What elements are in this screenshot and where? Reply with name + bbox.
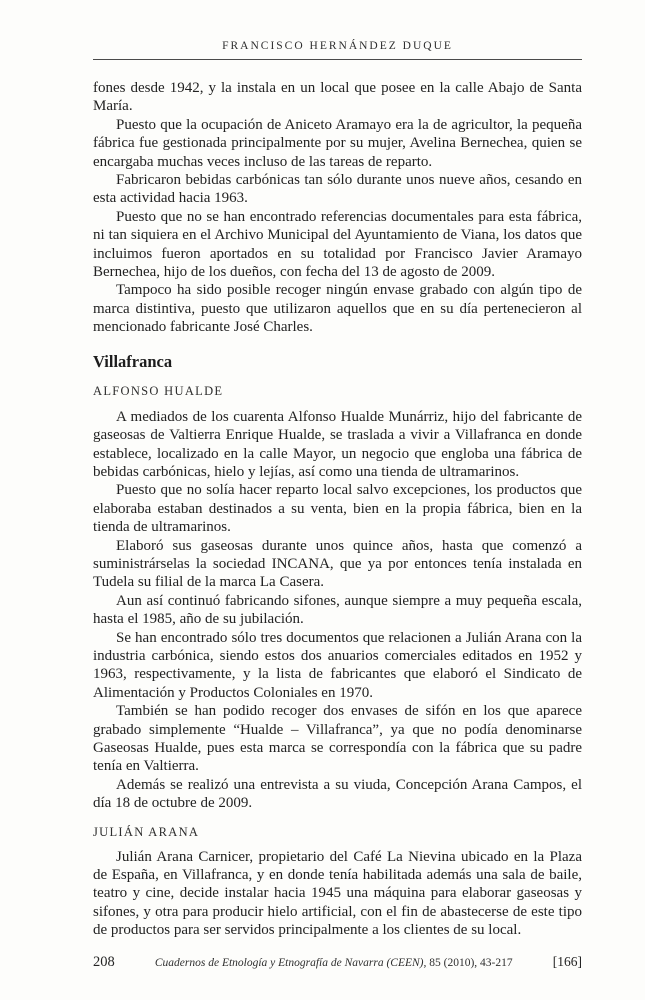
paragraph: Aun así continuó fabricando sifones, aunque siempre a muy pequeña escala, hasta el 1985, año de su jubilación.: [93, 592, 582, 628]
page-number: 208: [93, 954, 115, 970]
julian-arana-paragraph-group: [93, 848, 582, 940]
alfonso-hualde-paragraph-group: [93, 408, 582, 813]
subsection-heading-alfonso-hualde: ALFONSO HUALDE: [93, 383, 224, 398]
paragraph: Julián Arana Carnicer, propietario del Café La Nievina ubicado en la Plaza de España, en Villafranca, y en donde tenía habilitada además una sala de baile, teatro y cine, decide instalar hacia 1945 una máquina para elaborar gaseosas y sifones, y otra para producir hielo artificial, con el fin de abastecerse de este tipo de productos para ser servidos principalmente a los clientes de su local.: [93, 848, 582, 939]
intro-paragraph-group: [93, 79, 582, 337]
journal-citation-detail: 85 (2010), 43-217: [426, 957, 513, 969]
paragraph: Se han encontrado sólo tres documentos que relacionen a Julián Arana con la industria carbónica, siendo estos dos anuarios comerciales editados en 1952 y 1963, respectivamente, y la lista de fabricantes que elaboró el Sindicato de Alimentación y Productos Coloniales en 1970.: [93, 629, 582, 701]
paragraph: Además se realizó una entrevista a su viuda, Concepción Arana Campos, el día 18 de octubre de 2009.: [93, 776, 582, 812]
journal-citation: [115, 957, 553, 969]
subsection-heading-julian-arana: JULIÁN ARANA: [93, 824, 200, 839]
section-heading-villafranca: Villafranca: [93, 351, 173, 371]
paragraph: Fabricaron bebidas carbónicas tan sólo durante unos nueve años, cesando en esta actividad hacia 1963.: [93, 172, 582, 207]
paragraph: Puesto que la ocupación de Aniceto Aramayo era la de agricultor, la pequeña fábrica fue gestionada principalmente por su mujer, Avelina Bernechea, quien se encargaba muchas veces incluso de las tareas de reparto.: [93, 116, 582, 170]
page-footer: [93, 954, 582, 971]
paragraph: Tampoco ha sido posible recoger ningún envase grabado con algún tipo de marca distintiva, puesto que utilizaron aquellos que en su día pertenecieron al mencionado fabricante José Charles.: [93, 282, 582, 336]
paragraph: Elaboró sus gaseosas durante unos quince años, hasta que comenzó a suministrárselas la sociedad INCANA, que ya por entonces tenía instalada en Tudela su filial de la marca La Casera.: [93, 537, 582, 591]
paragraph: Puesto que no se han encontrado referencias documentales para esta fábrica, ni tan siquiera en el Archivo Municipal del Ayuntamiento de Viana, los datos que incluimos fueron aportados en su totalidad por Francisco Javier Aramayo Bernechea, hijo de los dueños, con fecha del 13 de agosto de 2009.: [93, 208, 582, 281]
paragraph: Puesto que no solía hacer reparto local salvo excepciones, los productos que elaboraba estaban destinados a su venta, bien en la propia fábrica, bien en la tienda de ultramarinos.: [93, 482, 582, 536]
paragraph: También se han podido recoger dos envases de sifón en los que aparece grabado simplemente “Hualde – Villafranca”, ya que no podía denominarse Gaseosas Hualde, pues esta marca se correspondía con la fábrica que su padre tenía en Valtierra.: [93, 703, 582, 775]
folio-reference: [166]: [552, 954, 582, 969]
journal-citation-title: Cuadernos de Etnología y Etnografía de Navarra (CEEN),: [154, 957, 427, 969]
text-column: [93, 0, 582, 940]
paragraph: A mediados de los cuarenta Alfonso Hualde Munárriz, hijo del fabricante de gaseosas de Valtierra Enrique Hualde, se traslada a vivir a Villafranca en donde establece, localizado en la calle Mayor, un negocio que engloba una fábrica de bebidas carbónicas, hielo y lejías, así como una tienda de ultramarinos.: [93, 408, 582, 480]
running-header: FRANCISCO HERNÁNDEZ DUQUE: [93, 40, 582, 60]
paragraph: fones desde 1942, y la instala en un local que posee en la calle Abajo de Santa María.: [93, 80, 582, 115]
